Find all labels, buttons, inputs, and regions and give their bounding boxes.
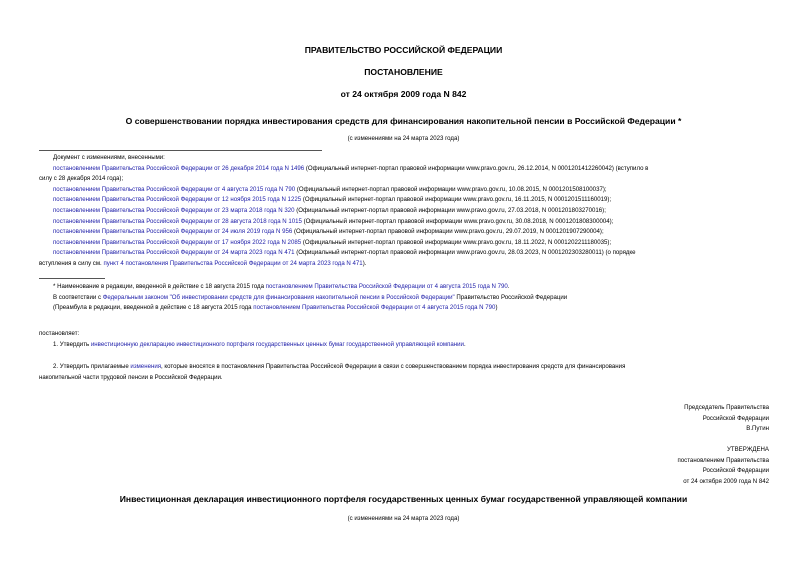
- change-link[interactable]: постановлением Правительства Российской Федерации от 24 июля 2019 года N 956: [53, 228, 293, 236]
- footnote-divider: [39, 278, 105, 279]
- change-item: [39, 206, 769, 217]
- change-item-continuation: силу с 28 декабря 2014 года);: [39, 175, 124, 183]
- footnote-block: [39, 282, 769, 314]
- approval-org: Российской Федерации: [702, 467, 769, 475]
- change-item: [39, 248, 769, 259]
- change-source: (Официальный интернет-портал правовой информации www.pravo.gov.ru, 30.08.2018, N 0001201808300004);: [301, 217, 614, 225]
- changes-block: [39, 153, 769, 270]
- change-link[interactable]: пункт 4 постановления Правительства Российской Федерации от 24 марта 2023 года N 471: [103, 259, 363, 267]
- change-source: (Официальный интернет-портал правовой информации www.pravo.gov.ru, 28.03.2023, N 0001202303280011) (о порядке: [294, 249, 636, 257]
- change-link[interactable]: постановлением Правительства Российской Федерации от 17 ноября 2022 года N 2085: [53, 238, 302, 246]
- preamble-link[interactable]: постановлением Правительства Российской Федерации от 4 августа 2015 года N 790: [253, 304, 496, 312]
- footnote-link[interactable]: постановлением Правительства Российской Федерации от 4 августа 2015 года N 790: [265, 283, 508, 290]
- change-source: (Официальный интернет-портал правовой информации www.pravo.gov.ru, 26.12.2014, N 0001201412260042) (вступило в: [304, 164, 649, 172]
- top-divider: [39, 150, 322, 151]
- approval-heading: УТВЕРЖДЕНА: [726, 446, 769, 453]
- declaration-title: Инвестиционная декларация инвестиционного портфеля государственных ценных бумаг государственной управляющей компании: [119, 494, 688, 504]
- postanovlyaet-text: постановляет:: [39, 330, 80, 337]
- change-item: [39, 195, 769, 206]
- signature-org: Российской Федерации: [702, 414, 769, 422]
- document-type: ПОСТАНОВЛЕНИЕ: [364, 67, 443, 77]
- document-date: от 24 октября 2009 года N 842: [340, 89, 467, 99]
- approval-block: [560, 445, 769, 487]
- change-source: (Официальный интернет-портал правовой информации www.pravo.gov.ru, 10.08.2015, N 0001201508100037);: [295, 185, 607, 193]
- declaration-edition: (с изменениями на 24 марта 2023 года): [347, 515, 460, 522]
- change-link[interactable]: постановлением Правительства Российской Федерации от 4 августа 2015 года N 790: [53, 185, 296, 193]
- change-item: [39, 238, 769, 249]
- preamble-text: В соответствии с Федеральным законом "Об инвестировании средств для финансирования накопительной пенсии в Российской Федерации" Правительство Российской Федерации: [53, 293, 568, 301]
- paragraph-1: 1. Утвердить инвестиционную декларацию инвестиционного портфеля государственных ценных бумаг государственной управляющей компании.: [53, 341, 466, 348]
- amendments-link[interactable]: изменения: [130, 363, 162, 370]
- approval-by: постановлением Правительства: [677, 456, 769, 464]
- change-link[interactable]: постановлением Правительства Российской Федерации от 12 ноября 2015 года N 1225: [53, 196, 302, 204]
- change-item-continuation: вступления в силу см. пункт 4 постановления Правительства Российской Федерации от 24 марта 2023 года N 471).: [39, 259, 367, 267]
- document-title: О совершенствовании порядка инвестирования средств для финансирования накопительной пенсии в Российской Федерации *: [125, 116, 682, 126]
- approval-date: от 24 октября 2009 года N 842: [683, 477, 769, 485]
- footnote-text: * Наименование в редакции, введенной в действие с 18 августа 2015 года постановлением Правительства Российской Федерации от 4 августа 2015 года N 790.: [53, 283, 510, 290]
- change-link[interactable]: постановлением Правительства Российской Федерации от 28 августа 2018 года N 1015: [53, 217, 302, 225]
- signature-block: [560, 403, 769, 435]
- paragraph-2: 2. Утвердить прилагаемые изменения, которые вносятся в постановления Правительства Российской Федерации в связи с совершенствованием порядка инвестирования средств для финансирования накопительной части трудовой пенсии в Российской Федерации.: [39, 362, 769, 383]
- change-link[interactable]: постановлением Правительства Российской Федерации от 24 марта 2023 года N 471: [53, 249, 295, 257]
- change-source: (Официальный интернет-портал правовой информации www.pravo.gov.ru, 27.03.2018, N 0001201803270016);: [294, 206, 606, 214]
- edition-note: (с изменениями на 24 марта 2023 года): [347, 135, 460, 142]
- change-source: (Официальный интернет-портал правовой информации www.pravo.gov.ru, 29.07.2019, N 0001201907290004);: [292, 228, 604, 236]
- signature-name: В.Путин: [746, 425, 769, 433]
- changes-intro: Документ с изменениями, внесенными:: [53, 154, 165, 161]
- change-source: (Официальный интернет-портал правовой информации www.pravo.gov.ru, 18.11.2022, N 0001202211180035);: [301, 238, 612, 246]
- preamble-note: (Преамбула в редакции, введенной в действие с 18 августа 2015 года постановлением Правительства Российской Федерации от 4 августа 2015 года N 790): [53, 304, 498, 312]
- change-item: [39, 227, 769, 238]
- change-item: [39, 217, 769, 228]
- change-link[interactable]: постановлением Правительства Российской Федерации от 26 декабря 2014 года N 1496: [53, 164, 305, 172]
- government-heading: ПРАВИТЕЛЬСТВО РОССИЙСКОЙ ФЕДЕРАЦИИ: [304, 45, 503, 55]
- signature-position: Председатель Правительства: [684, 404, 769, 411]
- declaration-link[interactable]: инвестиционную декларацию инвестиционного портфеля государственных ценных бумаг государственной управляющей компании: [90, 341, 464, 348]
- change-item: [39, 164, 769, 175]
- change-item: [39, 185, 769, 196]
- paragraph-2-continuation: накопительной части трудовой пенсии в Российской Федерации.: [39, 373, 223, 381]
- change-link[interactable]: постановлением Правительства Российской Федерации от 23 марта 2018 года N 320: [53, 206, 295, 214]
- federal-law-link[interactable]: Федеральным законом "Об инвестировании средств для финансирования накопительной пенсии в Российской Федерации": [102, 293, 455, 301]
- change-source: (Официальный интернет-портал правовой информации www.pravo.gov.ru, 16.11.2015, N 0001201511160019);: [301, 196, 612, 204]
